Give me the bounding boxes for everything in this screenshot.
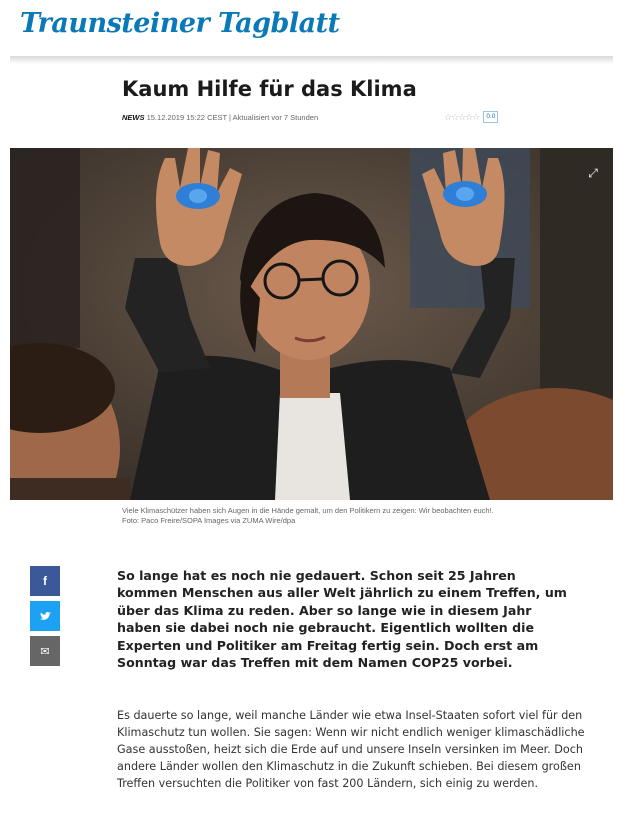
publish-date: 15.12.2019 15:22 CEST [146,113,227,122]
meta-separator: | [229,113,231,122]
header-shadow [10,56,613,64]
facebook-share-button[interactable] [30,566,60,596]
article-body: Es dauerte so lange, weil manche Länder wie etwa Insel-Staaten sofort viel für den Klimaschutz tun wollen. Sie sagen: Wenn wir nicht endlich weniger klimaschädliche Gase ausstoßen, heizt sich die Erde auf und unsere Inseln versinken im Meer. Doch andere Länder wollen den Klimaschutz in die Zukunft schieben. Bei diesem großen Treffen versuchten die Politiker von fast 200 Ländern, sich einig zu werden. [117,709,585,790]
category-label[interactable]: NEWS [122,113,145,122]
mail-share-button[interactable] [30,636,60,666]
site-logo[interactable]: Traunsteiner Tagblatt [20,8,340,39]
image-caption: Viele Klimaschützer haben sich Augen in die Hände gemalt, um den Politikern zu zeigen: Wir beobachten euch!. Foto: Paco Freire/SOPA Images via ZUMA Wire/dpa [122,506,494,525]
mail-icon: ✉ [40,645,50,658]
twitter-icon [40,612,51,621]
article-rating[interactable] [444,111,498,123]
rating-stars-icon[interactable]: ☆☆☆☆☆ [444,111,480,122]
updated-label: Aktualisiert vor 7 Stunden [232,113,319,122]
article-lead: So lange hat es noch nie gedauert. Schon seit 25 Jahren kommen Menschen aus aller Welt jährlich zu einem Treffen, um über das Klima zu reden. Aber so lange wie in diesem Jahr haben sie dabei noch nie gebraucht. Eigentlich wollten die Experten und Politiker am Freitag fertig sein. Doch erst am Sonntag war das Treffen mit dem Namen COP25 vorbei. [117,568,567,671]
masthead [0,0,635,58]
expand-icon[interactable]: ⤢ [588,166,598,180]
twitter-share-button[interactable] [30,601,60,631]
facebook-icon: f [43,574,47,588]
hero-image[interactable] [10,148,613,500]
article-meta [122,113,318,122]
article-title: Kaum Hilfe für das Klima [122,77,417,101]
hero-photo [10,148,613,500]
rating-score: 0.0 [483,111,498,123]
